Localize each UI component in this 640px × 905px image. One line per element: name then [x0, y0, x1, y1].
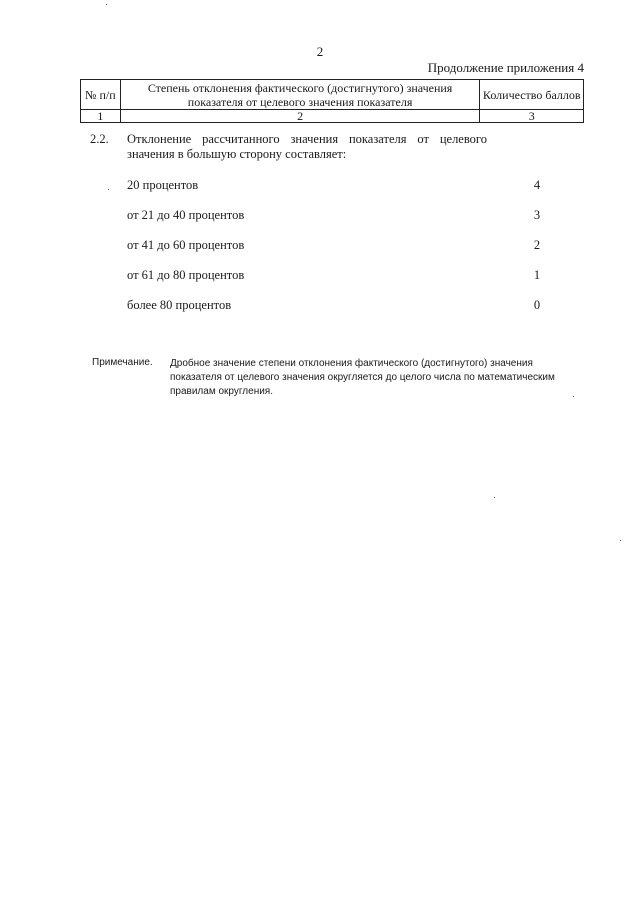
column-number-1: 1 [81, 110, 121, 123]
header-cell-deviation: Степень отклонения фактического (достигнутого) значения показателя от целевого значения показателя [120, 80, 480, 110]
scan-speck [108, 189, 109, 190]
deviation-row-score: 2 [533, 238, 541, 252]
item-description: Отклонение рассчитанного значения показателя от целевого значения в большую сторону составляет: [127, 132, 487, 161]
deviation-row-label: от 61 до 80 процентов [127, 268, 245, 282]
header-cell-number: № п/п [81, 80, 121, 110]
appendix-continuation-label: Продолжение приложения 4 [427, 60, 584, 75]
deviation-row-score: 1 [533, 268, 541, 282]
deviation-row-label: от 41 до 60 процентов [127, 238, 245, 252]
deviation-row-score: 0 [533, 298, 541, 312]
scan-speck [106, 4, 107, 5]
scan-speck [620, 540, 621, 541]
deviation-row-label: более 80 процентов [127, 298, 232, 312]
criteria-table-header [80, 79, 584, 123]
column-number-3: 3 [480, 110, 584, 123]
note-text: Дробное значение степени отклонения фактического (достигнутого) значения показателя от целевого значения округляется до целого числа по математическим правилам округления. [170, 358, 555, 397]
header-cell-score: Количество баллов [480, 80, 584, 110]
item-number: 2.2. [90, 132, 109, 146]
deviation-row-score: 4 [533, 178, 541, 192]
page-number: 2 [316, 44, 324, 59]
scan-speck [494, 497, 495, 498]
note-label: Примечание. [92, 357, 153, 368]
table-column-number-row [81, 110, 584, 123]
column-number-2: 2 [120, 110, 480, 123]
deviation-row-label: от 21 до 40 процентов [127, 208, 245, 222]
deviation-row-score: 3 [533, 208, 541, 222]
deviation-row-label: 20 процентов [127, 178, 199, 192]
scan-speck [573, 396, 574, 397]
table-header-row [81, 80, 584, 110]
